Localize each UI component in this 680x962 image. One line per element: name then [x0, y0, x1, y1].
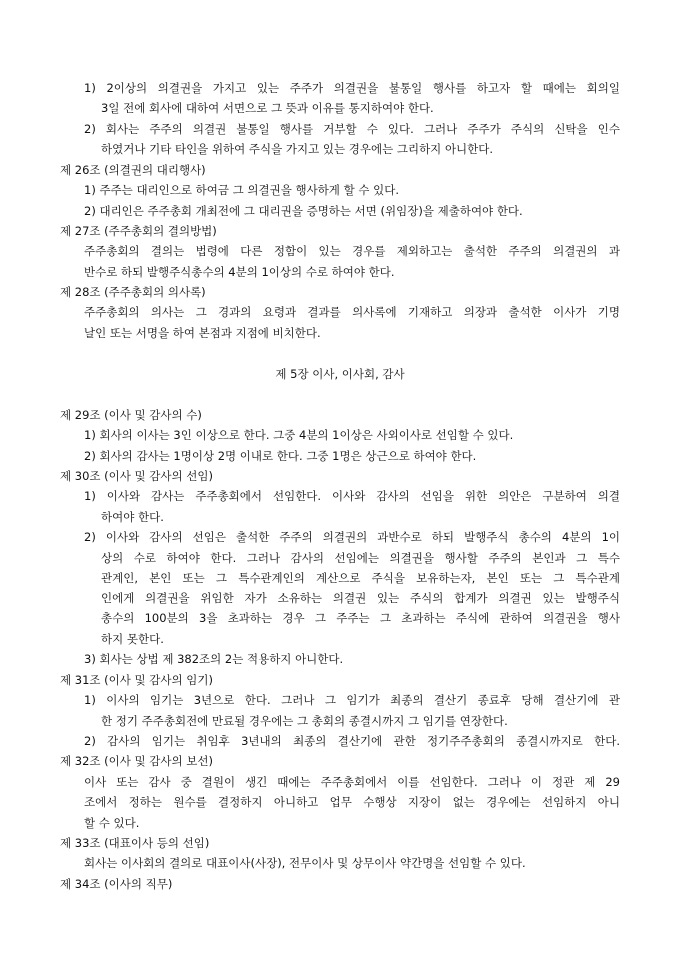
- text-line: 제 27조 (주주총회의 결의방법): [60, 224, 217, 238]
- text-line: 하지 못한다.: [101, 632, 164, 646]
- text-line: 2) 이사와 감사의 선임은 출석한 주주의 의결권의 과반수로 하되 발행주식 총수의 4분의 1이: [84, 530, 620, 544]
- text-line: 인에게 의결권을 위임한 자가 소유하는 의결권 있는 주식의 합계가 의결권 있는 발행주식: [101, 591, 620, 605]
- text-line: 제 28조 (주주총회의 의사록): [60, 285, 206, 299]
- text-line: 이사 또는 감사 중 결원이 생긴 때에는 주주총회에서 이를 선임한다. 그러나 이 정관 제 29: [84, 775, 620, 789]
- text-line: 2) 회사의 감사는 1명이상 2명 이내로 한다. 그중 1명은 상근으로 하여야 한다.: [84, 449, 477, 463]
- text-line: 2) 회사는 주주의 의결권 불통일 행사를 거부할 수 있다. 그러나 주주가 주식의 신탁을 인수: [84, 122, 620, 136]
- text-line: 제 26조 (의결권의 대리행사): [60, 163, 206, 177]
- text-line: 회사는 이사회의 결의로 대표이사(사장), 전무이사 및 상무이사 약간명을 선임할 수 있다.: [84, 856, 526, 870]
- text-line: 제 34조 (이사의 직무): [60, 877, 173, 891]
- text-line: 1) 회사의 이사는 3인 이상으로 한다. 그중 4분의 1이상은 사외이사로 선임할 수 있다.: [84, 428, 514, 442]
- text-line: 제 30조 (이사 및 감사의 선임): [60, 469, 213, 483]
- text-line: 1) 2이상의 의결권을 가지고 있는 주주가 의결권을 불통일 행사를 하고자 할 때에는 회의일: [84, 81, 620, 95]
- text-line: 제 5장 이사, 이사회, 감사: [275, 367, 405, 381]
- text-line: 조에서 정하는 원수를 결정하지 아니하고 업무 수행상 지장이 없는 경우에는 선임하지 아니: [84, 795, 620, 809]
- text-line: 하여야 한다.: [101, 510, 164, 524]
- text-line: 관계인, 본인 또는 그 특수관계인의 계산으로 주식을 보유하는자, 본인 또는 그 특수관계: [101, 571, 620, 585]
- text-line: 제 31조 (이사 및 감사의 임기): [60, 673, 213, 687]
- text-line: 1) 이사의 임기는 3년으로 한다. 그러나 그 임기가 최종의 결산기 종료후 당해 결산기에 관: [84, 693, 620, 707]
- text-line: 2) 대리인은 주주총회 개최전에 그 대리권을 증명하는 서면 (위임장)을 제출하여야 한다.: [84, 204, 523, 218]
- text-line: 한 정기 주주총회전에 만료될 경우에는 그 총회의 종결시까지 그 임기를 연장한다.: [101, 714, 508, 728]
- text-line: 날인 또는 서명을 하여 본점과 지점에 비치한다.: [84, 326, 321, 340]
- text-line: 1) 이사와 감사는 주주총회에서 선임한다. 이사와 감사의 선임을 위한 의안은 구분하여 의결: [84, 489, 620, 503]
- text-line: 상의 수로 하여야 한다. 그러나 감사의 선임에는 의결권을 행사할 주주의 본인과 그 특수: [101, 551, 620, 565]
- text-line: 제 33조 (대표이사 등의 선임): [60, 836, 210, 850]
- text-line: 2) 감사의 임기는 취임후 3년내의 최종의 결산기에 관한 정기주주총회의 종결시까지로 한다.: [84, 734, 620, 748]
- text-line: 1) 주주는 대리인으로 하여금 그 의결권을 행사하게 할 수 있다.: [84, 183, 399, 197]
- text-line: 3) 회사는 상법 제 382조의 2는 적용하지 아니한다.: [84, 652, 344, 666]
- text-line: 주주총회의 결의는 법령에 다른 정함이 있는 경우를 제외하고는 출석한 주주의 의결권의 과: [84, 244, 620, 258]
- text-line: 주주총회의 의사는 그 경과의 요령과 결과를 의사록에 기재하고 의장과 출석한 이사가 기명: [84, 305, 620, 319]
- text-line: 제 29조 (이사 및 감사의 수): [60, 408, 202, 422]
- text-line: 총수의 100분의 3을 초과하는 경우 그 주주는 그 초과하는 주식에 관하여 의결권을 행사: [101, 611, 620, 625]
- text-line: 반수로 하되 발행주식총수의 4분의 1이상의 수로 하여야 한다.: [84, 265, 395, 279]
- text-line: 하였거나 기타 타인을 위하여 주식을 가지고 있는 경우에는 그리하지 아니한다.: [101, 142, 494, 156]
- text-line: 3일 전에 회사에 대하여 서면으로 그 뜻과 이유를 통지하여야 한다.: [101, 101, 434, 115]
- text-line: 제 32조 (이사 및 감사의 보선): [60, 754, 213, 768]
- text-line: 할 수 있다.: [84, 816, 140, 830]
